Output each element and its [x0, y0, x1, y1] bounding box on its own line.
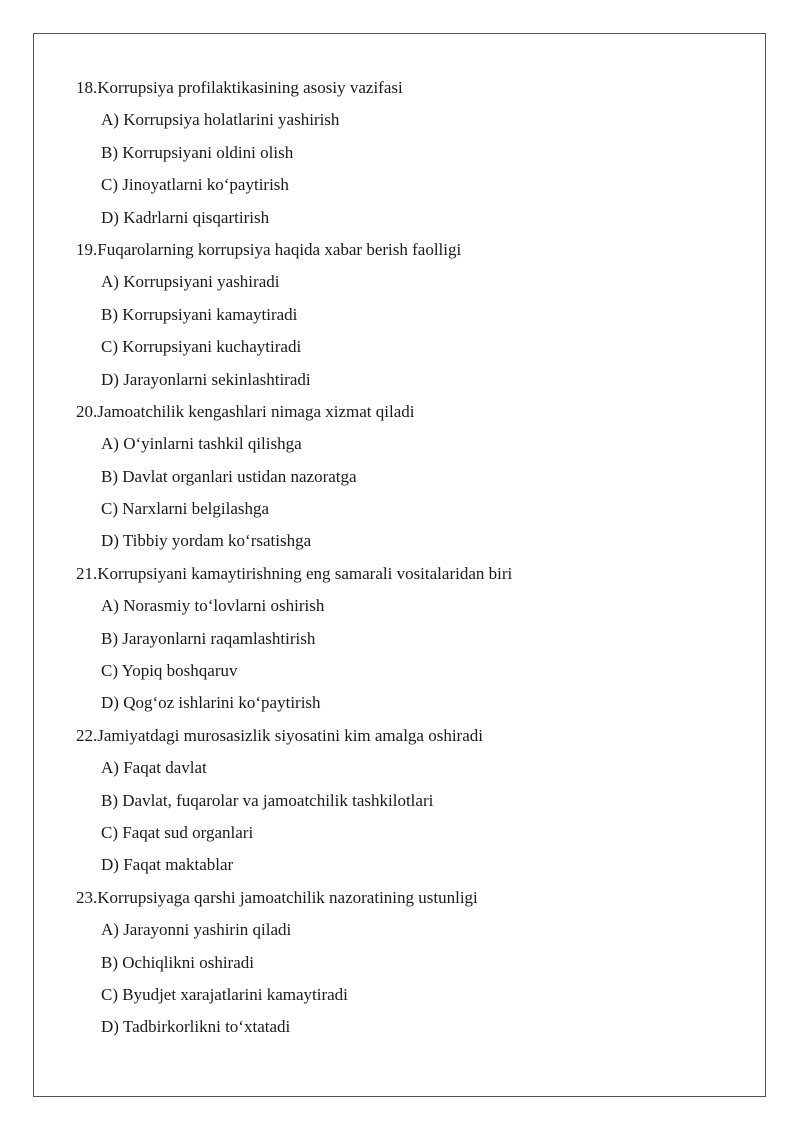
option-a: A) Jarayonni yashirin qiladi — [101, 920, 292, 940]
question-20 — [76, 396, 736, 558]
option-d: D) Kadrlarni qisqartirish — [101, 207, 270, 227]
question-18 — [76, 72, 736, 234]
question-22 — [76, 720, 736, 882]
question-text: Jamiyatdagi murosasizlik siyosatini kim amalga oshiradi — [97, 725, 483, 745]
question-title — [76, 396, 736, 428]
question-text: Korrupsiyaga qarshi jamoatchilik nazoratining ustunligi — [97, 887, 478, 907]
option-c: C) Byudjet xarajatlarini kamaytiradi — [101, 984, 348, 1004]
option-d: D) Tibbiy yordam ko‘rsatishga — [101, 531, 312, 551]
option-a: A) Korrupsiyani yashiradi — [101, 272, 280, 292]
question-title — [76, 72, 736, 104]
option-b: B) Korrupsiyani oldini olish — [101, 142, 294, 162]
question-text: Jamoatchilik kengashlari nimaga xizmat qiladi — [97, 401, 415, 421]
question-text: Fuqarolarning korrupsiya haqida xabar berish faolligi — [97, 239, 462, 259]
question-title — [76, 882, 736, 914]
option-d: D) Tadbirkorlikni to‘xtatadi — [101, 1017, 291, 1037]
option-d: D) Qog‘oz ishlarini ko‘paytirish — [101, 693, 321, 713]
option-c: C) Faqat sud organlari — [101, 822, 254, 842]
option-b: B) Davlat organlari ustidan nazoratga — [101, 466, 357, 486]
option-c: C) Jinoyatlarni ko‘paytirish — [101, 175, 289, 195]
question-number: 22. — [76, 725, 98, 745]
question-text: Korrupsiya profilaktikasining asosiy vazifasi — [97, 78, 403, 97]
question-title — [76, 234, 736, 266]
question-19 — [76, 234, 736, 396]
option-b: B) Korrupsiyani kamaytiradi — [101, 304, 298, 324]
option-b: B) Davlat, fuqarolar va jamoatchilik tashkilotlari — [101, 790, 434, 810]
option-d: D) Faqat maktablar — [101, 855, 234, 875]
question-number: 20. — [76, 401, 98, 421]
question-number: 23. — [76, 887, 98, 907]
question-number: 19. — [76, 239, 98, 259]
option-c: C) Narxlarni belgilashga — [101, 499, 270, 519]
option-a: A) Norasmiy to‘lovlarni oshirish — [101, 596, 325, 616]
option-c: C) Yopiq boshqaruv — [101, 661, 238, 681]
option-b: B) Jarayonlarni raqamlashtirish — [101, 628, 316, 648]
option-a: A) Faqat davlat — [101, 758, 207, 778]
question-title — [76, 558, 736, 590]
question-21 — [76, 558, 736, 720]
option-c: C) Korrupsiyani kuchaytiradi — [101, 337, 302, 357]
option-d: D) Jarayonlarni sekinlashtiradi — [101, 369, 311, 389]
question-text: Korrupsiyani kamaytirishning eng samarali vositalaridan biri — [97, 563, 513, 583]
option-a: A) O‘yinlarni tashkil qilishga — [101, 434, 302, 454]
option-b: B) Ochiqlikni oshiradi — [101, 952, 254, 972]
option-a: A) Korrupsiya holatlarini yashirish — [101, 110, 340, 130]
question-title — [76, 720, 736, 752]
question-23 — [76, 882, 736, 1044]
question-list — [76, 72, 736, 1044]
question-number: 21. — [76, 563, 98, 583]
question-number: 18. — [76, 78, 98, 97]
